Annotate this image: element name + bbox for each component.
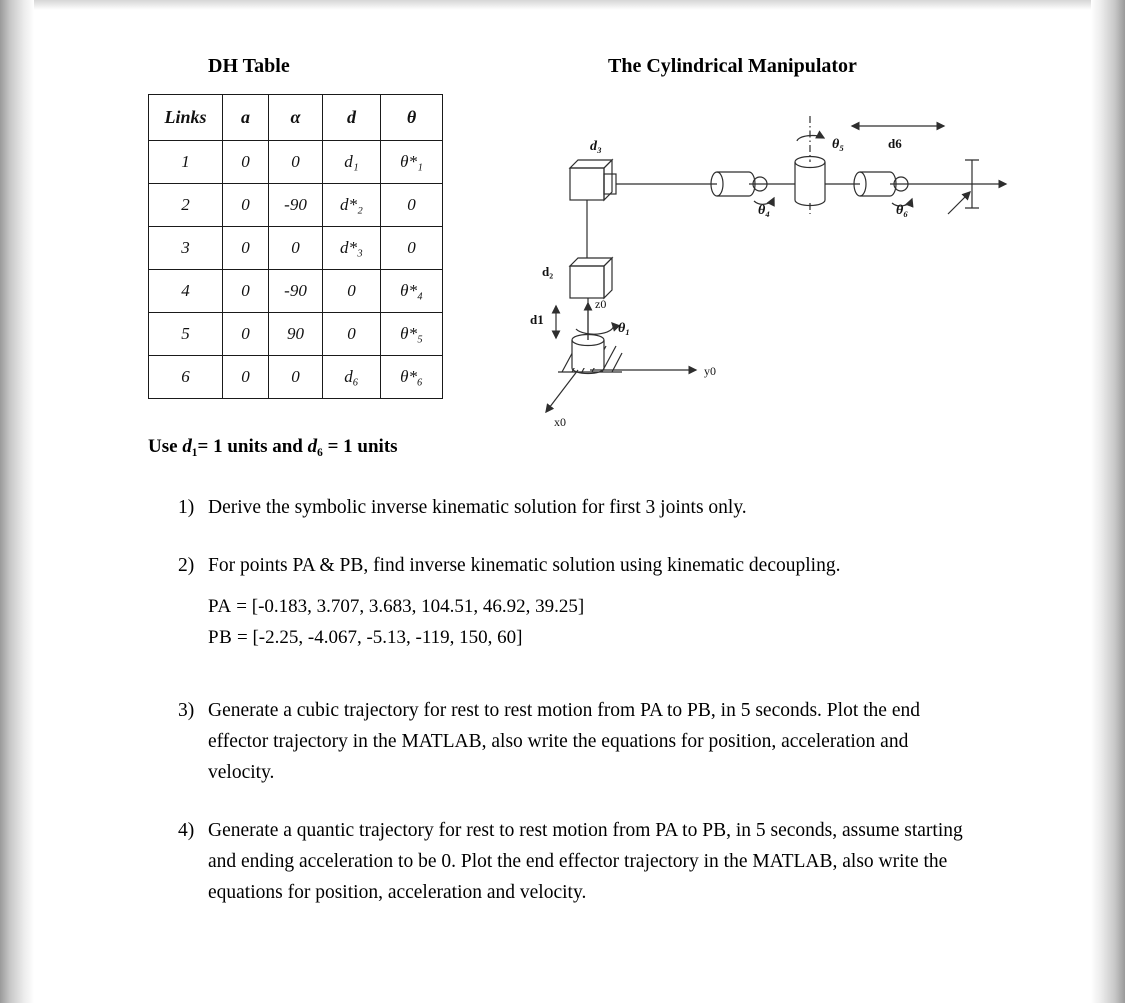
dh-table-header-cell: θ (381, 95, 443, 141)
dh-table-header-row (149, 95, 443, 141)
page-edge-shadow-right (1091, 0, 1125, 1003)
units-note-part: d (307, 436, 318, 457)
prismatic-joint-d3-cube (570, 160, 616, 200)
dh-table-cell: d*₃ (323, 227, 381, 270)
z0-label: z0 (595, 297, 607, 311)
theta5-label: θ₅ (832, 137, 845, 152)
d2-label: d₂ (542, 264, 554, 279)
question-item-4 (178, 815, 978, 908)
end-effector (948, 160, 979, 214)
dh-table-row (149, 141, 443, 184)
dh-table-cell: θ*₆ (381, 356, 443, 399)
base-cylinder (556, 306, 613, 374)
units-note (148, 436, 398, 458)
point-pa-line (208, 591, 978, 622)
dh-table-cell: 90 (269, 313, 323, 356)
dh-table (148, 94, 443, 399)
dh-table-header-cell: α (269, 95, 323, 141)
point-pa-value: = [-0.183, 3.707, 3.683, 104.51, 46.92, 39.25] (231, 596, 585, 617)
theta1-rotation-arrow (576, 323, 613, 334)
d6-label: d6 (888, 136, 902, 151)
dh-table-cell: 0 (223, 356, 269, 399)
point-pb-value: = [-2.25, -4.067, -5.13, -119, 150, 60] (232, 627, 523, 648)
theta6-label: θ₆ (896, 203, 909, 218)
d3-label: d₃ (590, 139, 602, 154)
end-effector-arrow (948, 192, 970, 214)
question-number: 1) (178, 497, 195, 518)
x0-axis-arrow (546, 370, 578, 412)
dh-table-header-cell: d (323, 95, 381, 141)
y0-label: y0 (704, 364, 716, 378)
point-pa-label: PA (208, 596, 232, 617)
dh-table-cell: 0 (381, 184, 443, 227)
question-number: 3) (178, 700, 195, 721)
page-edge-shadow-top (0, 0, 1125, 10)
dh-table-row (149, 356, 443, 399)
dh-table-cell: d₆ (323, 356, 381, 399)
dh-table-cell: 0 (223, 270, 269, 313)
joint6-cylinder (854, 172, 912, 206)
dh-table-cell: θ*₁ (381, 141, 443, 184)
question-number: 4) (178, 820, 195, 841)
dh-table-cell: d*₂ (323, 184, 381, 227)
dh-table-cell: 0 (269, 141, 323, 184)
question-text: For points PA & PB, find inverse kinematic solution using kinematic decoupling. (208, 555, 841, 576)
question-item-3 (178, 695, 978, 788)
dh-table-cell: θ*₅ (381, 313, 443, 356)
point-pb-line (208, 622, 978, 653)
question-text: Derive the symbolic inverse kinematic solution for first 3 joints only. (208, 497, 747, 518)
diagram-title: The Cylindrical Manipulator (608, 55, 857, 77)
dh-table-cell: 0 (269, 227, 323, 270)
joint4-cylinder (711, 172, 774, 204)
dh-table-cell: 2 (149, 184, 223, 227)
question-text: Generate a cubic trajectory for rest to rest motion from PA to PB, in 5 seconds. Plot the end effector trajectory in the MATLAB, also write the equations for position, acceleration and velocity. (208, 700, 920, 783)
question-number: 2) (178, 555, 195, 576)
dh-table-cell: 5 (149, 313, 223, 356)
units-note-part: d (182, 436, 192, 457)
units-note-part: = 1 units (322, 436, 398, 457)
dh-table-header-cell: a (223, 95, 269, 141)
question-item-1 (178, 492, 978, 523)
world-frame (546, 303, 696, 412)
units-note-part: Use (148, 436, 183, 457)
dh-table-cell: 0 (223, 141, 269, 184)
page-edge-shadow-left (0, 0, 34, 1003)
joint5-cylinder (795, 116, 825, 214)
dh-table-cell: 0 (223, 227, 269, 270)
question-item-2 (178, 550, 978, 653)
units-note-part: ₁ (191, 436, 198, 457)
dh-table-row (149, 313, 443, 356)
dh-table-cell: 4 (149, 270, 223, 313)
prismatic-joint-d2-cube (570, 258, 612, 298)
dh-table-cell: 0 (223, 313, 269, 356)
theta4-label: θ₄ (758, 203, 771, 218)
dh-table-cell: 6 (149, 356, 223, 399)
x0-label: x0 (554, 415, 566, 429)
point-pb-label: PB (208, 627, 233, 648)
dh-table-row (149, 184, 443, 227)
theta1-label: θ₁ (618, 321, 631, 336)
dh-table-cell: 0 (223, 184, 269, 227)
dh-table-cell: -90 (269, 184, 323, 227)
question-text: Generate a quantic trajectory for rest to rest motion from PA to PB, in 5 seconds, assume starting and ending acceleration to be 0. Plot the end effector trajectory in the MATLAB, also write the equations for position, acceleration and velocity. (208, 820, 963, 903)
dh-table-cell: 0 (269, 356, 323, 399)
dh-table-cell: θ*₄ (381, 270, 443, 313)
dh-table-cell: 1 (149, 141, 223, 184)
manipulator-diagram (520, 100, 1020, 435)
dh-table-row (149, 270, 443, 313)
dh-table-cell: 0 (323, 313, 381, 356)
dh-table-title: DH Table (208, 55, 290, 77)
dh-table-cell: d₁ (323, 141, 381, 184)
point-definitions (208, 591, 978, 653)
dh-table-header-cell: Links (149, 95, 223, 141)
units-note-part: = 1 units and (197, 436, 308, 457)
dh-table-cell: -90 (269, 270, 323, 313)
dh-table-row (149, 227, 443, 270)
dh-table-cell: 0 (381, 227, 443, 270)
dh-table-cell: 3 (149, 227, 223, 270)
dh-table-cell: 0 (323, 270, 381, 313)
questions-list (178, 492, 978, 935)
d1-label: d1 (530, 312, 544, 327)
units-note-part: ₆ (317, 436, 323, 457)
